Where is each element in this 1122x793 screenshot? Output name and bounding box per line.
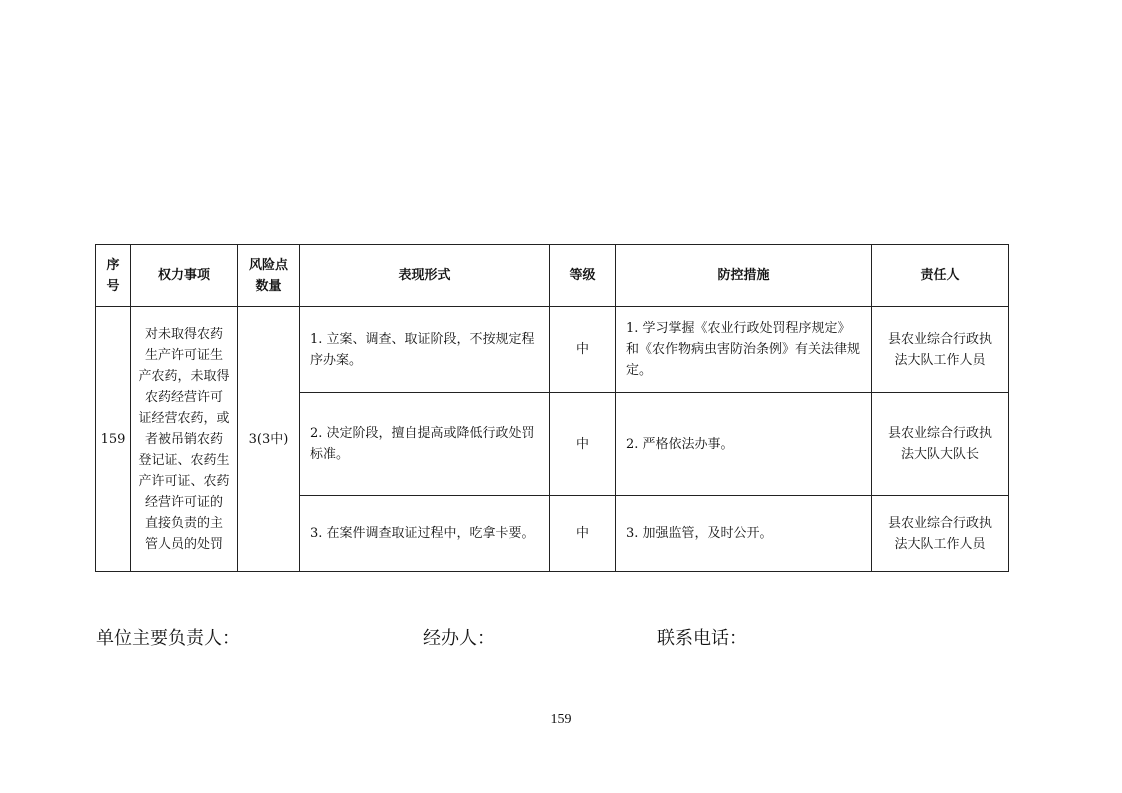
risk-2-person: 县农业综合行政执 法大队大队长 [872,393,1009,496]
risk-1-measures: 1. 学习掌握《农业行政处罚程序规定》和《农作物病虫害防治条例》有关法律规定。 [616,307,872,393]
risk-3-form: 3. 在案件调查取证过程中，吃拿卡要。 [300,496,550,572]
row-count: 3(3中) [238,307,300,572]
risk-2-measures: 2. 严格依法办事。 [616,393,872,496]
row-item: 对未取得农药 生产许可证生 产农药，未取得 农药经营许可 证经营农药，或 者被吊销农药 登记证、农药生 产许可证、农药 经营许可证的 直接负责的主 管人员的处罚 [131,307,238,572]
table-row [96,307,1009,393]
table-header-row [96,245,1009,307]
risk-1-form: 1. 立案、调查、取证阶段，不按规定程序办案。 [300,307,550,393]
risk-2-level: 中 [550,393,616,496]
row-seq: 159 [96,307,131,572]
footer-handler: 经办人： [423,628,495,649]
risk-2-form: 2. 决定阶段，擅自提高或降低行政处罚标准。 [300,393,550,496]
footer-unit-head: 单位主要负责人： [96,628,240,649]
footer-phone: 联系电话： [657,628,747,649]
risk-1-level: 中 [550,307,616,393]
risk-table [95,244,1009,572]
page-number: 159 [550,712,572,727]
risk-1-person: 县农业综合行政执 法大队工作人员 [872,307,1009,393]
header-measures: 防控措施 [616,245,872,307]
header-form: 表现形式 [300,245,550,307]
header-item: 权力事项 [131,245,238,307]
header-seq: 序 号 [96,245,131,307]
risk-3-level: 中 [550,496,616,572]
header-count: 风险点 数量 [238,245,300,307]
header-level: 等级 [550,245,616,307]
risk-3-measures: 3. 加强监管，及时公开。 [616,496,872,572]
risk-3-person: 县农业综合行政执 法大队工作人员 [872,496,1009,572]
header-person: 责任人 [872,245,1009,307]
